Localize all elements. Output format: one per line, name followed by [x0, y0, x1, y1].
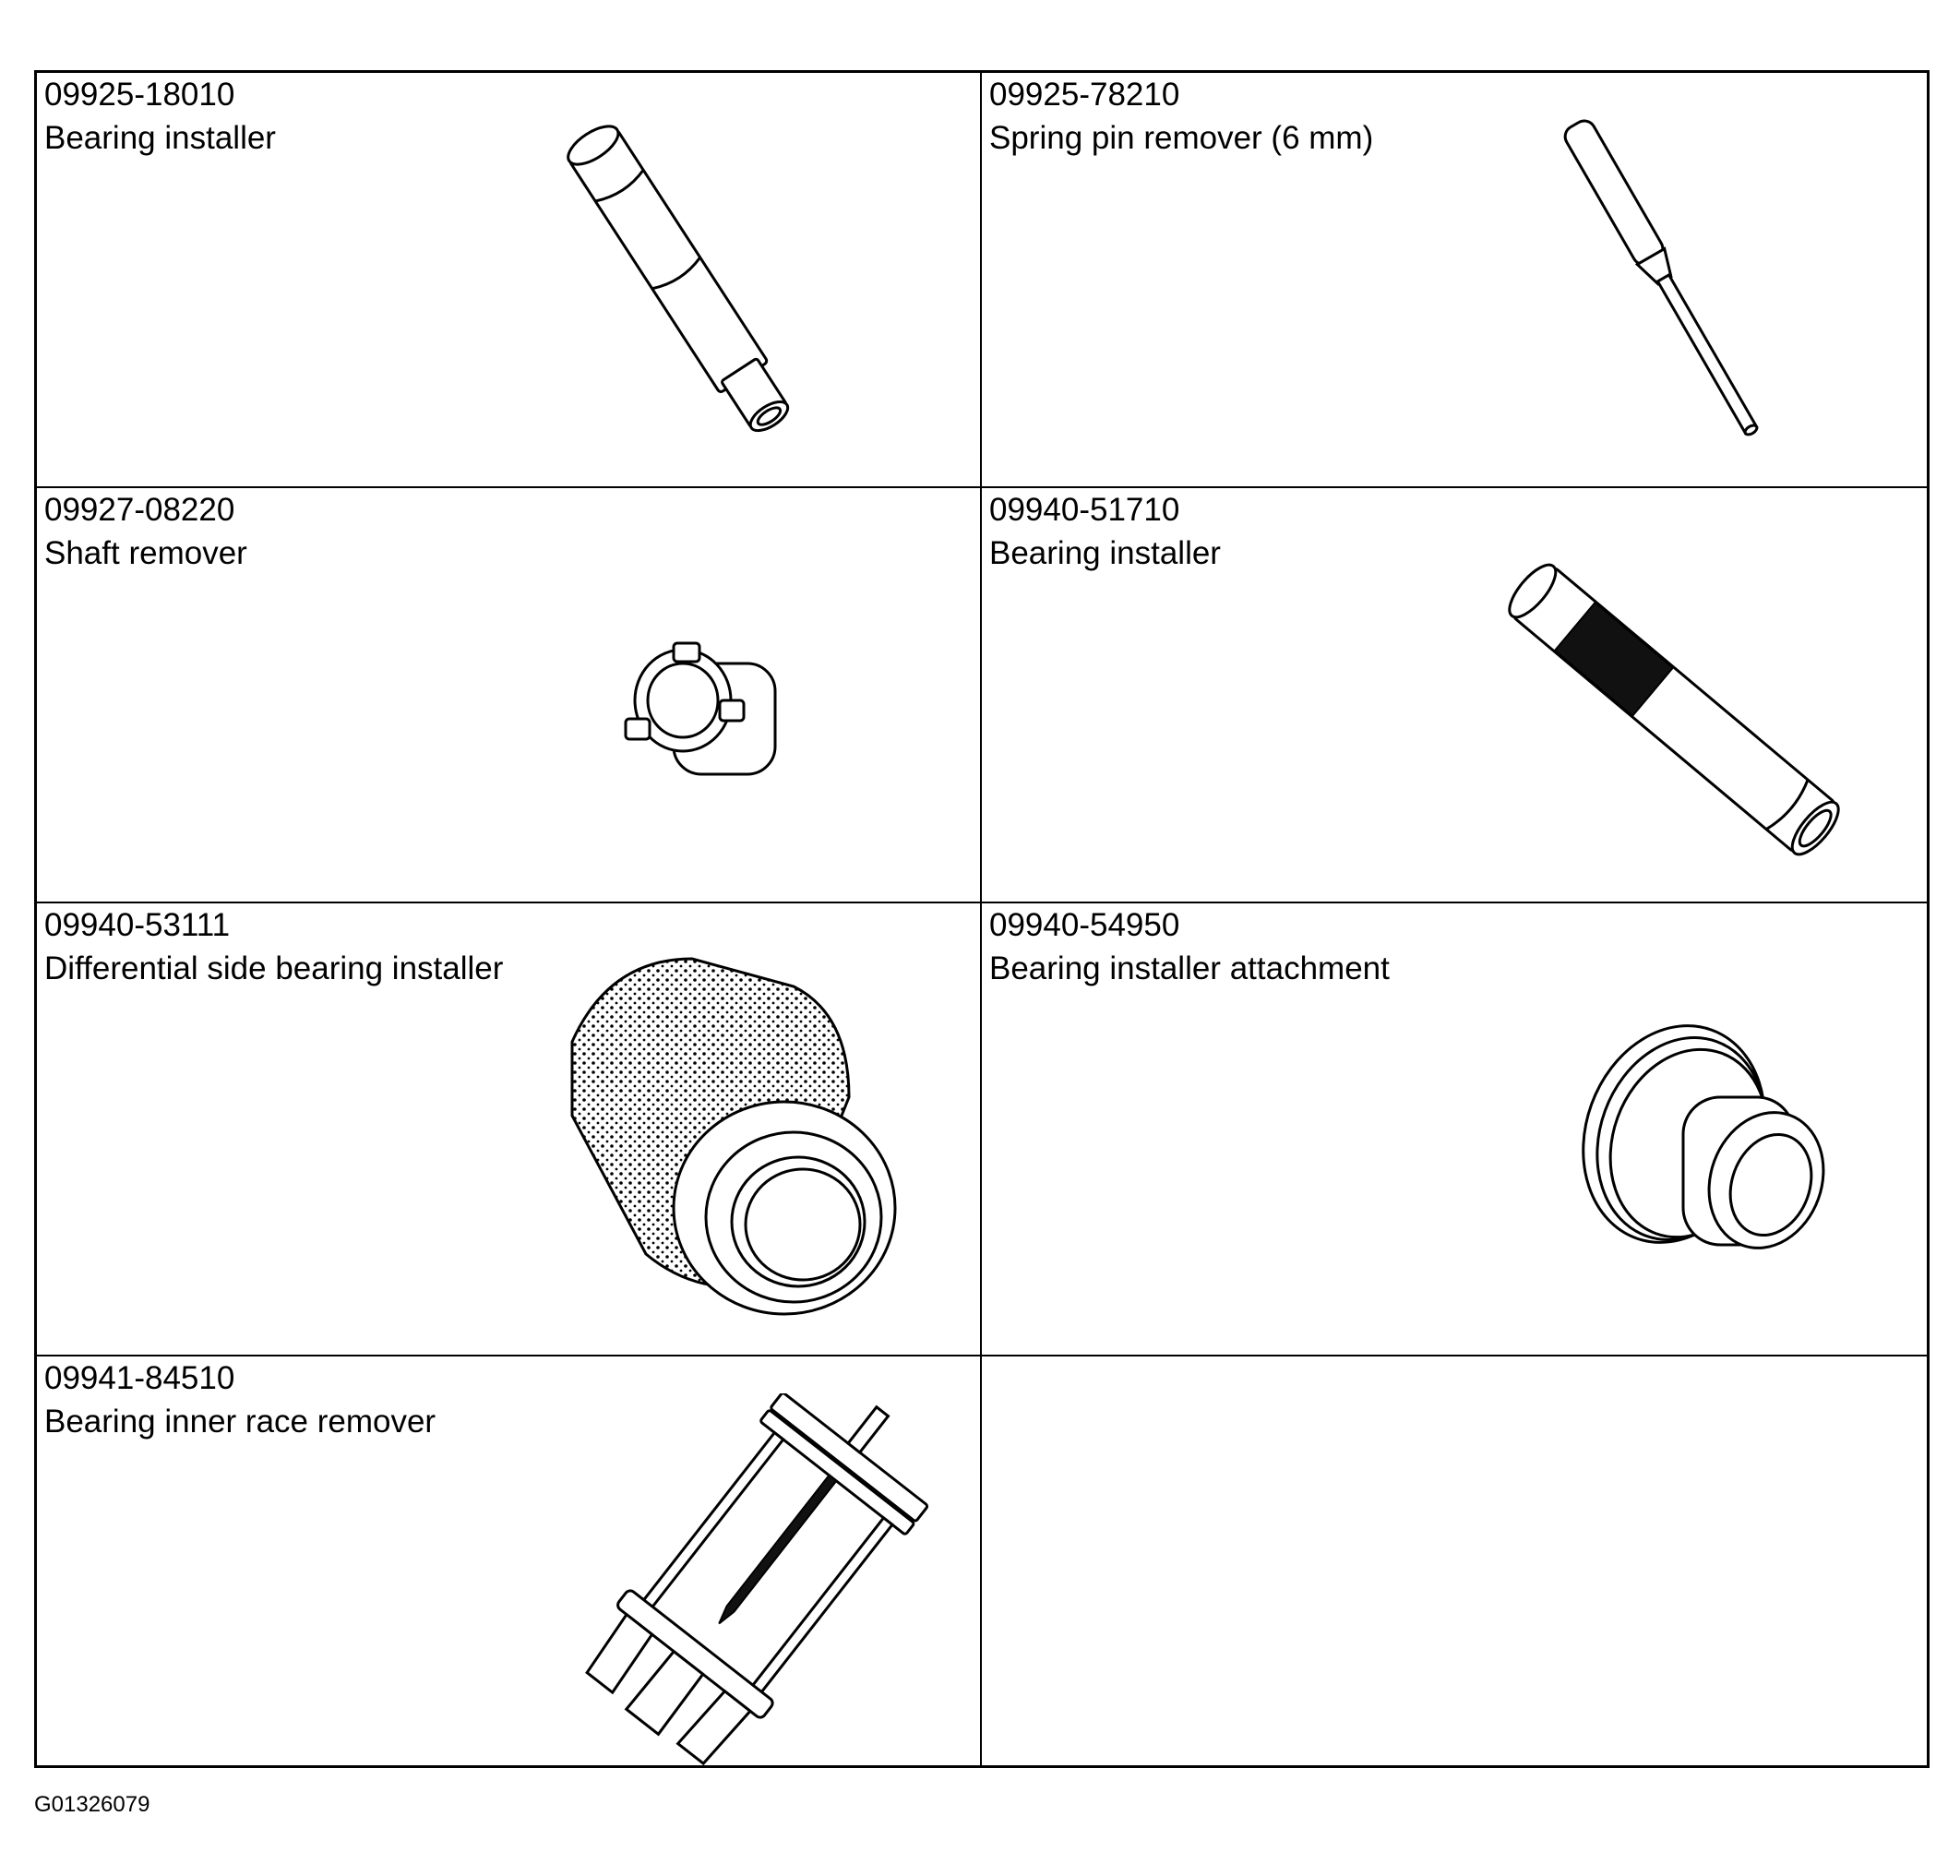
bearing-installer-knurled-icon: [1480, 544, 1868, 876]
tool-label: [44, 73, 276, 160]
tool-cell: [982, 903, 1927, 1356]
shaft-remover-icon: [618, 599, 831, 811]
differential-bearing-installer-icon: [517, 931, 941, 1337]
part-number: 09940-54950: [989, 907, 1180, 943]
part-number: 09940-53111: [44, 907, 231, 943]
tool-cell: [982, 73, 1927, 488]
spring-pin-remover-icon: [1499, 82, 1831, 479]
empty-cell: [982, 1356, 1927, 1765]
part-number: 09941-84510: [44, 1360, 235, 1396]
bearing-installer-attachment-icon: [1554, 996, 1849, 1291]
tool-label: [44, 488, 247, 575]
tool-cell: [37, 73, 982, 488]
part-number: 09927-08220: [44, 492, 235, 528]
tool-label: [989, 903, 1390, 990]
part-number: 09925-18010: [44, 77, 235, 113]
tool-cell: [982, 488, 1927, 903]
tool-cell: [37, 1356, 982, 1765]
bearing-inner-race-remover-icon: [517, 1393, 978, 1765]
tool-label: [989, 488, 1221, 575]
part-number: 09925-78210: [989, 77, 1180, 113]
tool-label: [44, 903, 503, 990]
figure-id: G01326079: [34, 1792, 150, 1817]
tool-description: Bearing installer attachment: [989, 950, 1390, 986]
tool-description: Bearing inner race remover: [44, 1404, 436, 1440]
tool-description: Bearing installer: [44, 120, 276, 156]
tool-description: Shaft remover: [44, 535, 247, 571]
special-tools-table: [34, 70, 1930, 1768]
tool-cell: [37, 488, 982, 903]
tool-description: Bearing installer: [989, 535, 1221, 571]
bearing-installer-long-icon: [517, 82, 849, 488]
tool-description: Differential side bearing installer: [44, 950, 504, 986]
tool-label: [989, 73, 1373, 160]
tool-description: Spring pin remover (6 mm): [989, 120, 1374, 156]
part-number: 09940-51710: [989, 492, 1180, 528]
tool-cell: [37, 903, 982, 1356]
tool-label: [44, 1356, 436, 1443]
